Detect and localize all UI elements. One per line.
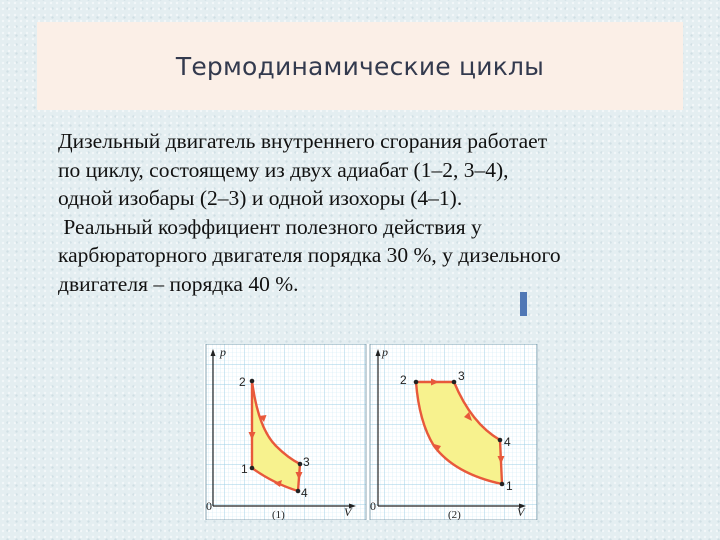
left-grid [206, 344, 366, 520]
left-point-3 [298, 462, 303, 467]
text-line: карбюраторного двигателя порядка 30 %, у дизельного [58, 243, 561, 268]
left-pv-panel [206, 344, 366, 520]
pv-diagrams-svg [204, 344, 538, 520]
right-caption: (2) [448, 509, 461, 520]
left-origin-label: 0 [206, 499, 212, 513]
right-point-label: 3 [458, 369, 465, 383]
left-x-axis-label: V [344, 505, 352, 519]
left-y-axis-label: p [220, 345, 226, 359]
right-point-3 [452, 380, 457, 385]
left-caption: (1) [272, 509, 285, 520]
text-line: двигателя – порядка 40 %. [58, 271, 299, 296]
pv-diagram-figure [204, 344, 538, 520]
right-origin-label: 0 [370, 499, 376, 513]
left-point-label: 1 [241, 462, 248, 476]
title-bar [37, 22, 683, 110]
text-line: Дизельный двигатель внутреннего сгорания работает [58, 129, 548, 153]
left-point-label: 2 [239, 375, 246, 389]
right-point-4 [498, 438, 503, 443]
right-point-label: 1 [506, 479, 513, 493]
right-pv-panel [370, 344, 537, 520]
text-line: по циклу, состоящему из двух адиабат (1–2, 3–4), [58, 157, 509, 182]
left-point-label: 4 [301, 486, 308, 500]
left-point-4 [296, 489, 301, 494]
right-point-label: 2 [400, 373, 407, 387]
right-point-1 [500, 482, 505, 487]
right-x-axis-label: V [517, 505, 525, 519]
right-point-label: 4 [504, 435, 511, 449]
slide-body-text [58, 127, 668, 299]
right-y-axis-label: p [382, 345, 388, 359]
text-line: Реальный коэффициент полезного действия у [58, 214, 482, 239]
text-line: одной изобары (2–3) и одной изохоры (4–1). [58, 186, 463, 211]
right-point-2 [414, 380, 419, 385]
left-point-1 [250, 466, 255, 471]
left-point-label: 3 [303, 455, 310, 469]
text-cursor-marker [520, 292, 527, 316]
slide-title: Термодинамические циклы [175, 51, 545, 81]
left-point-2 [250, 379, 255, 384]
